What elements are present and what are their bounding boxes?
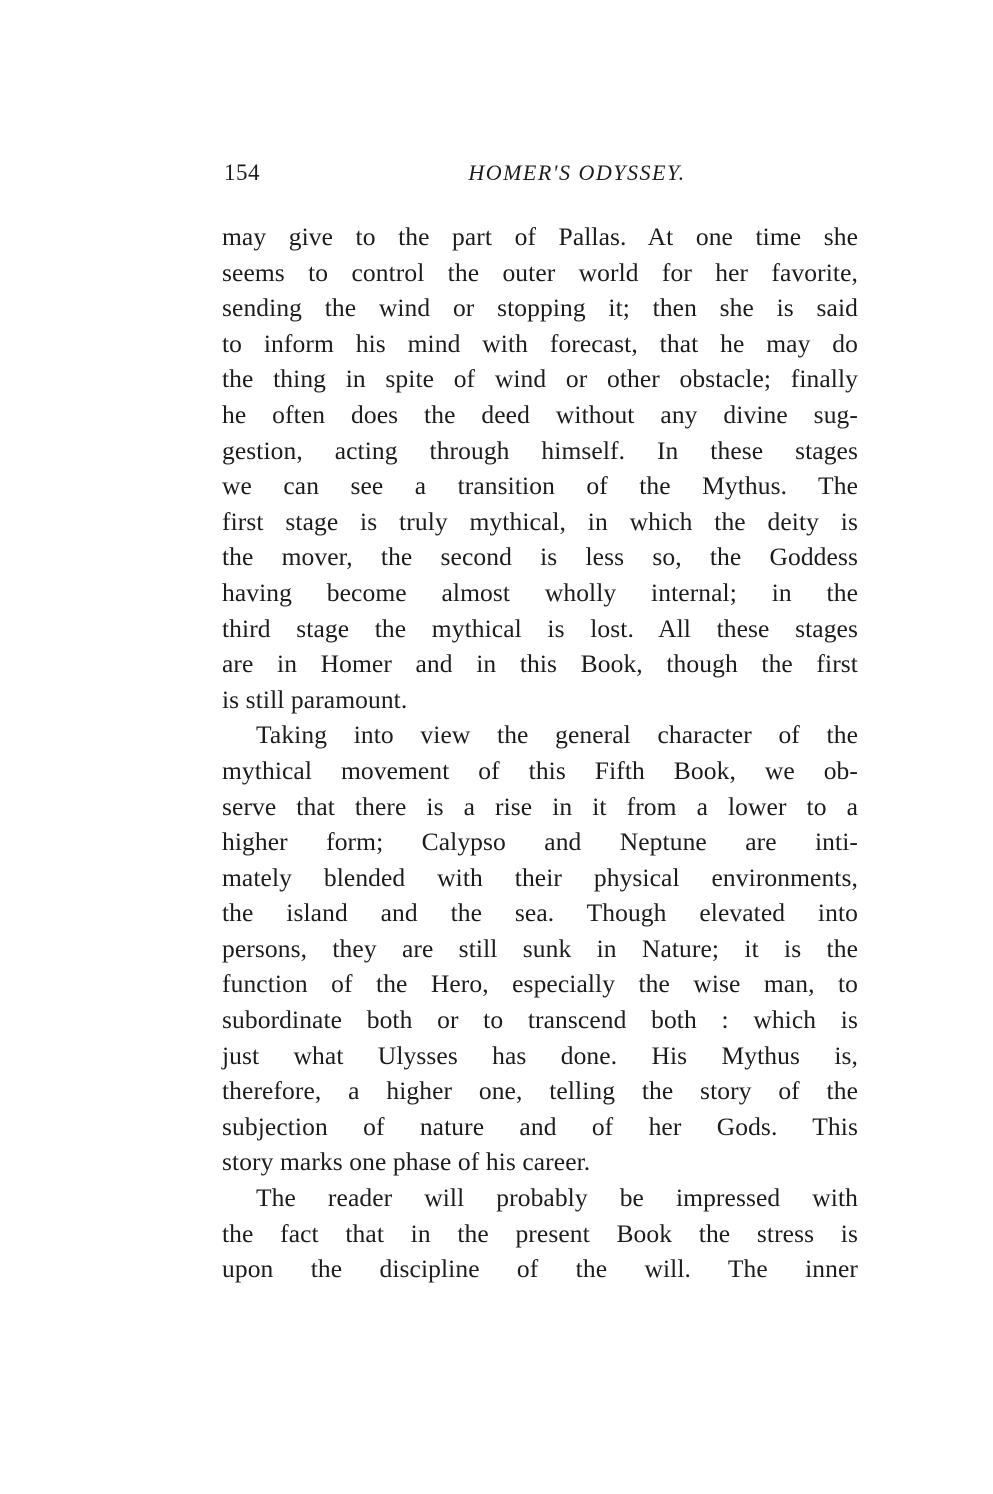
text-line: the island and the sea. Though elevated into (222, 898, 858, 928)
text-line: are in Homer and in this Book, though the first (222, 649, 858, 679)
text-line: to inform his mind with forecast, that he may do (222, 328, 858, 358)
body-text (222, 219, 858, 1287)
page-header (222, 160, 858, 196)
paragraph-3 (222, 1180, 858, 1287)
text-line: having become almost wholly internal; in the (222, 577, 858, 607)
text-line: subjection of nature and of her Gods. This (222, 1111, 858, 1141)
text-line: third stage the mythical is lost. All these stages (222, 613, 858, 643)
text-line: persons, they are still sunk in Nature; it is the (222, 933, 858, 963)
text-line: Taking into view the general character of the (256, 720, 858, 750)
running-title: HOMER'S ODYSSEY. (468, 160, 686, 185)
text-line: story marks one phase of his career. (222, 1147, 591, 1177)
text-line: is still paramount. (222, 684, 408, 714)
text-line: first stage is truly mythical, in which the deity is (222, 506, 858, 536)
text-line: the fact that in the present Book the stress is (222, 1218, 858, 1248)
text-line: we can see a transition of the Mythus. The (222, 471, 858, 501)
paragraph-2 (222, 717, 858, 1180)
text-line: just what Ulysses has done. His Mythus is, (222, 1040, 858, 1070)
text-line: higher form; Calypso and Neptune are inti- (222, 827, 858, 857)
text-line: may give to the part of Pallas. At one time she (222, 222, 858, 251)
text-line: therefore, a higher one, telling the story of the (222, 1076, 858, 1106)
text-line: subordinate both or to transcend both : which is (222, 1005, 858, 1035)
text-line: serve that there is a rise in it from a lower to a (222, 791, 858, 821)
text-line: upon the discipline of the will. The inner (222, 1254, 858, 1284)
page-number: 154 (224, 160, 260, 185)
text-line: the mover, the second is less so, the Goddess (222, 542, 858, 572)
text-line: he often does the deed without any divine sug- (222, 399, 858, 429)
text-line: gestion, acting through himself. In these stages (222, 435, 858, 465)
text-line: mythical movement of this Fifth Book, we ob- (222, 755, 858, 785)
text-line: seems to control the outer world for her favorite, (222, 257, 858, 287)
text-line: sending the wind or stopping it; then she is said (222, 293, 858, 323)
paragraph-1 (222, 219, 858, 717)
text-line: The reader will probably be impressed with (256, 1183, 858, 1213)
text-line: function of the Hero, especially the wise man, to (222, 969, 858, 999)
text-line: the thing in spite of wind or other obstacle; finally (222, 364, 858, 394)
text-line: mately blended with their physical environments, (222, 862, 858, 892)
